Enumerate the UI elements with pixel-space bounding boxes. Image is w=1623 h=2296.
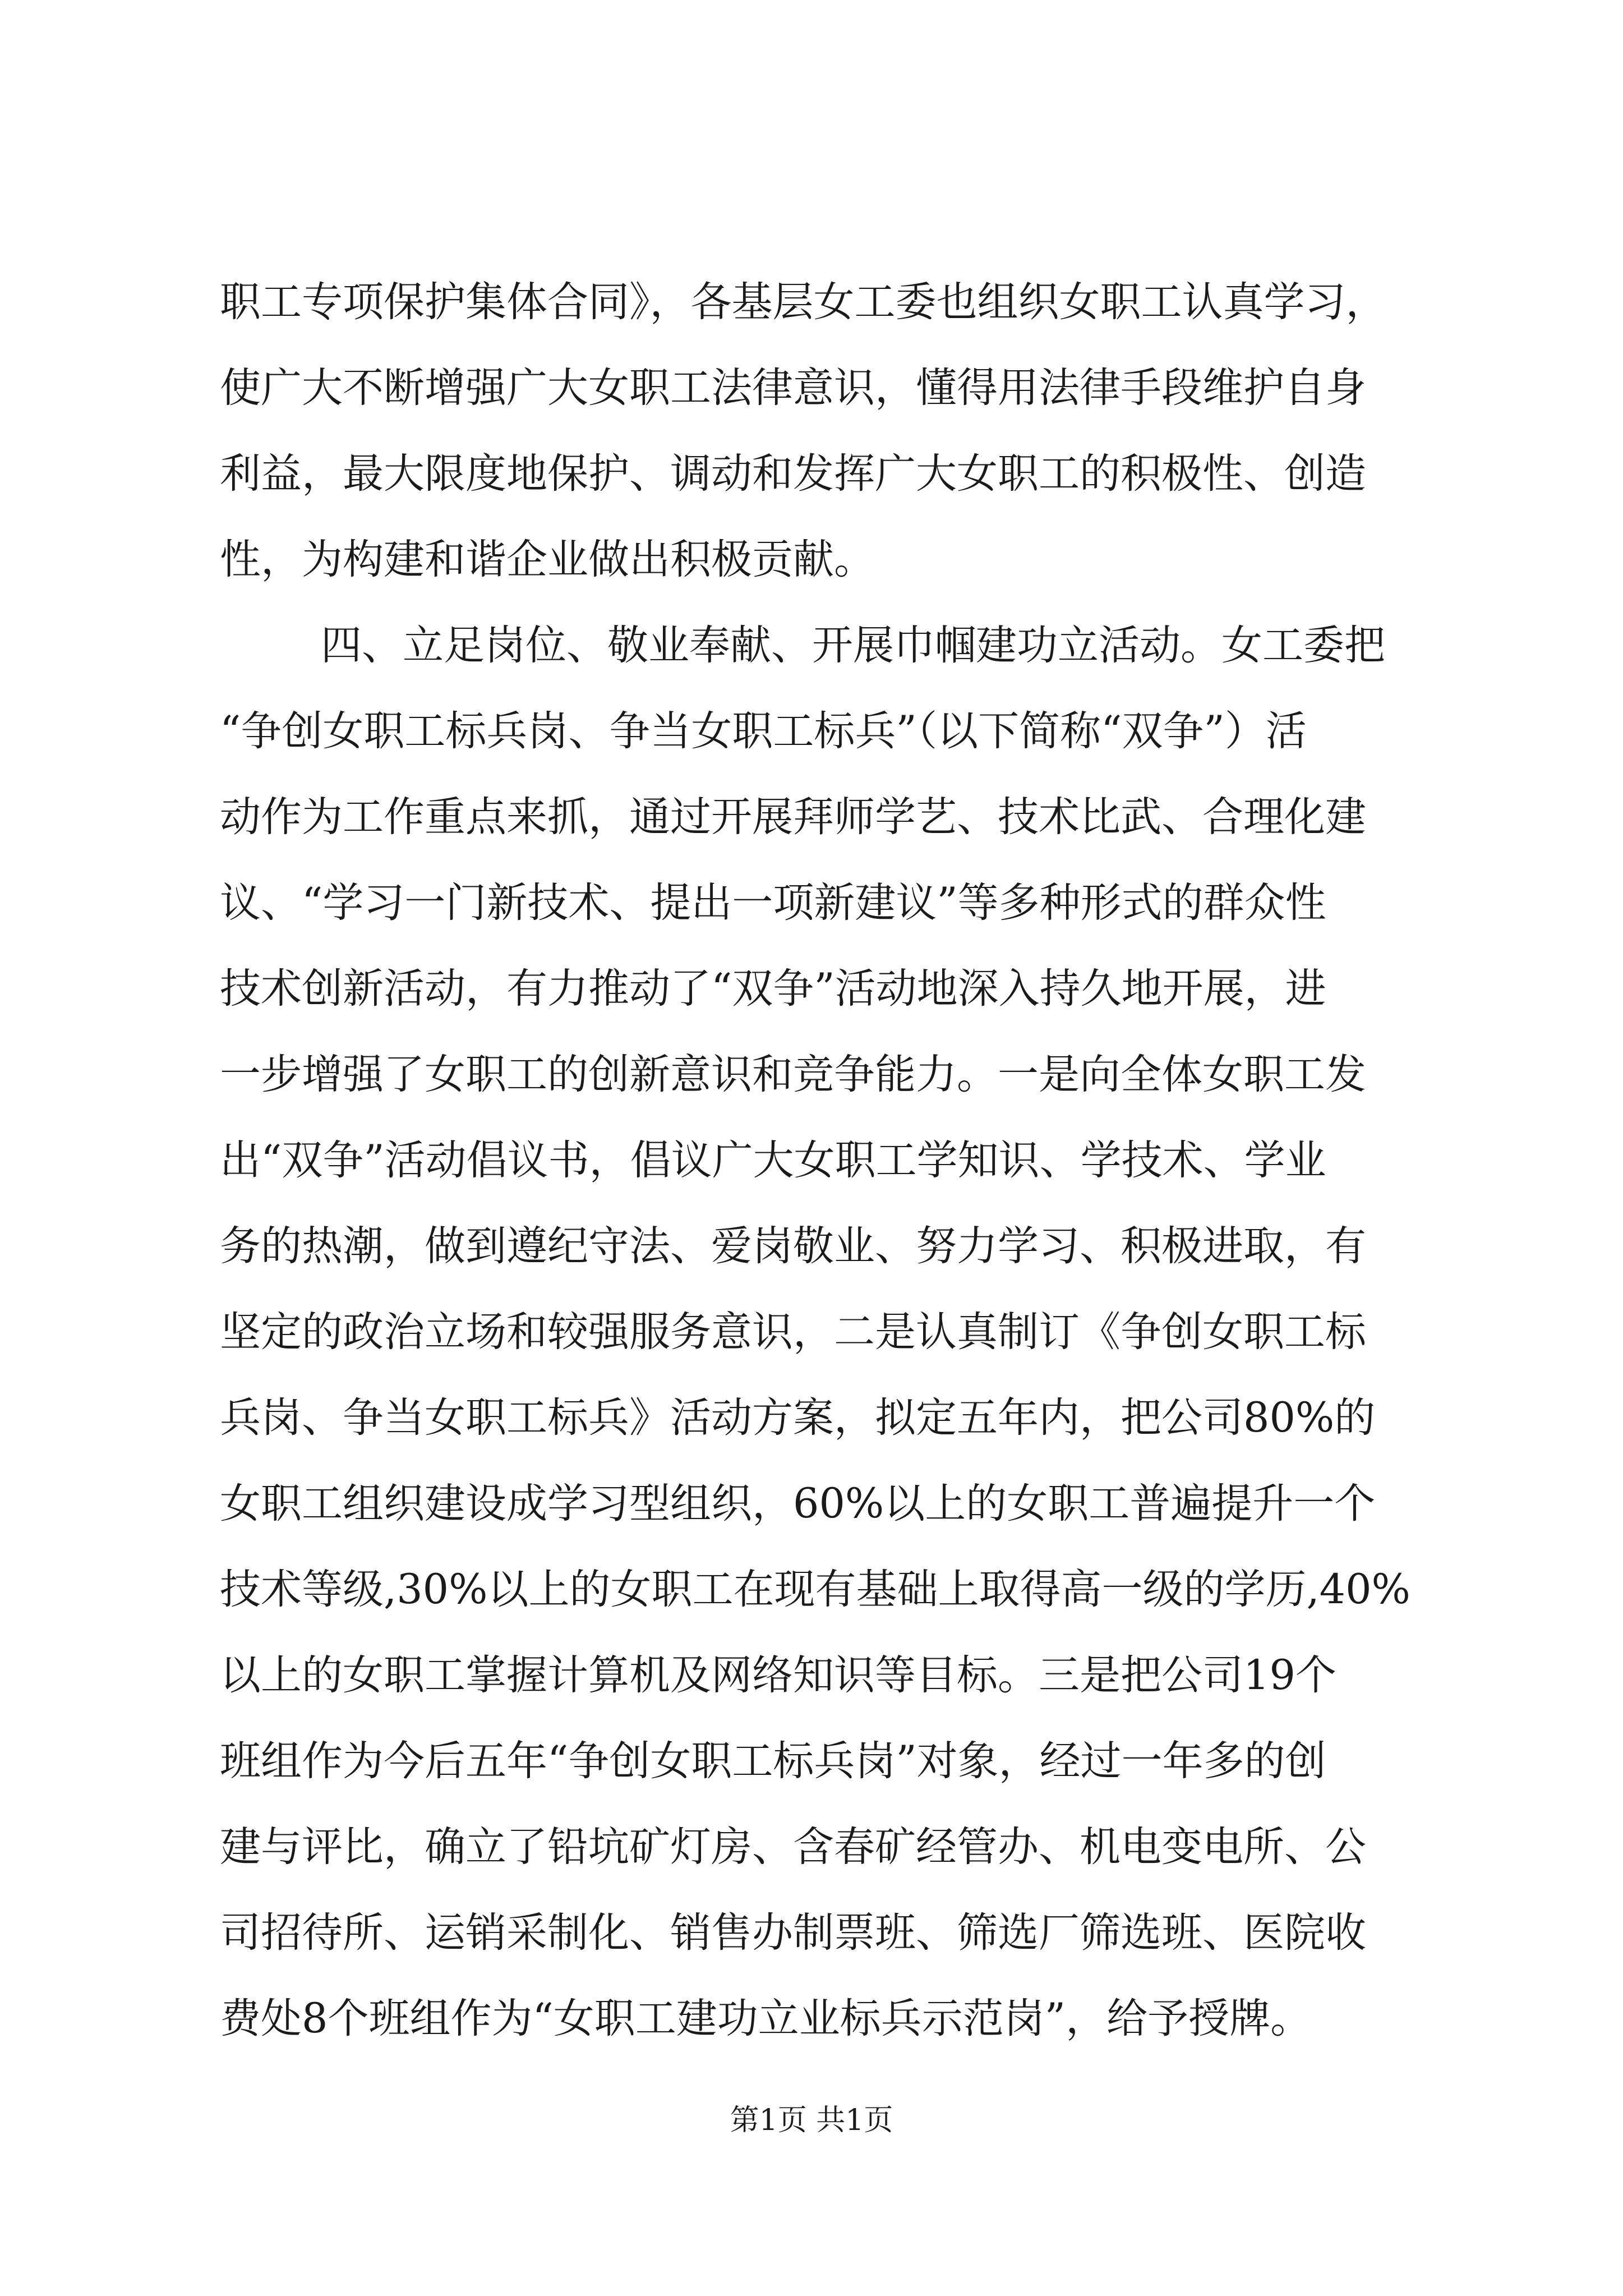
- text-line: 务的热潮，做到遵纪守法、爱岗敬业、努力学习、积极进取，有: [220, 1222, 1366, 1270]
- text-line: 出“双争”活动倡议书，倡议广大女职工学知识、学技术、学业: [220, 1137, 1326, 1184]
- page-number-footer: 第1页 共1页: [730, 2104, 893, 2137]
- text-line: 一步增强了女职工的创新意识和竞争能力。一是向全体女职工发: [220, 1051, 1366, 1098]
- text-line: 议、“学习一门新技术、提出一项新建议”等多种形式的群众性: [220, 879, 1326, 927]
- text-line: 司招待所、运销采制化、销售办制票班、筛选厂筛选班、医院收: [220, 1909, 1366, 1957]
- text-line: 建与评比，确立了铅坑矿灯房、含春矿经管办、机电变电所、公: [220, 1823, 1366, 1871]
- text-line: 性，为构建和谐企业做出积极贡献。: [220, 536, 875, 583]
- text-line: 班组作为今后五年“争创女职工标兵岗”对象，经过一年多的创: [220, 1737, 1326, 1785]
- text-line: 费处8个班组作为“女职工建功立业标兵示范岗”，给予授牌。: [220, 1995, 1312, 2042]
- text-line: “争创女职工标兵岗、争当女职工标兵”（以下简称“双争”）活: [220, 707, 1307, 755]
- text-line: 以上的女职工掌握计算机及网络知识等目标。三是把公司19个: [220, 1651, 1336, 1699]
- text-line: 技术创新活动，有力推动了“双争”活动地深入持久地开展，进: [220, 965, 1326, 1013]
- text-line: 动作为工作重点来抓，通过开展拜师学艺、技术比武、合理化建: [220, 793, 1366, 841]
- text-line: 技术等级,30%以上的女职工在现有基础上取得高一级的学历,40%: [220, 1566, 1410, 1613]
- text-line: 坚定的政治立场和较强服务意识，二是认真制订《争创女职工标: [220, 1308, 1366, 1356]
- text-line: 利益，最大限度地保护、调动和发挥广大女职工的积极性、创造: [220, 450, 1366, 498]
- text-line: 兵岗、争当女职工标兵》活动方案，拟定五年内，把公司80%的: [220, 1394, 1376, 1442]
- paragraph-heading-line: 四、立足岗位、敬业奉献、开展巾帼建功立活动。女工委把: [321, 622, 1385, 669]
- document-body: [220, 259, 1426, 2062]
- text-line: 女职工组织建设成学习型组织，60%以上的女职工普遍提升一个: [220, 1480, 1376, 1527]
- text-line: 职工专项保护集体合同》，各基层女工委也组织女职工认真学习，: [220, 278, 1387, 326]
- text-line: 使广大不断增强广大女职工法律意识，懂得用法律手段维护自身: [220, 364, 1366, 412]
